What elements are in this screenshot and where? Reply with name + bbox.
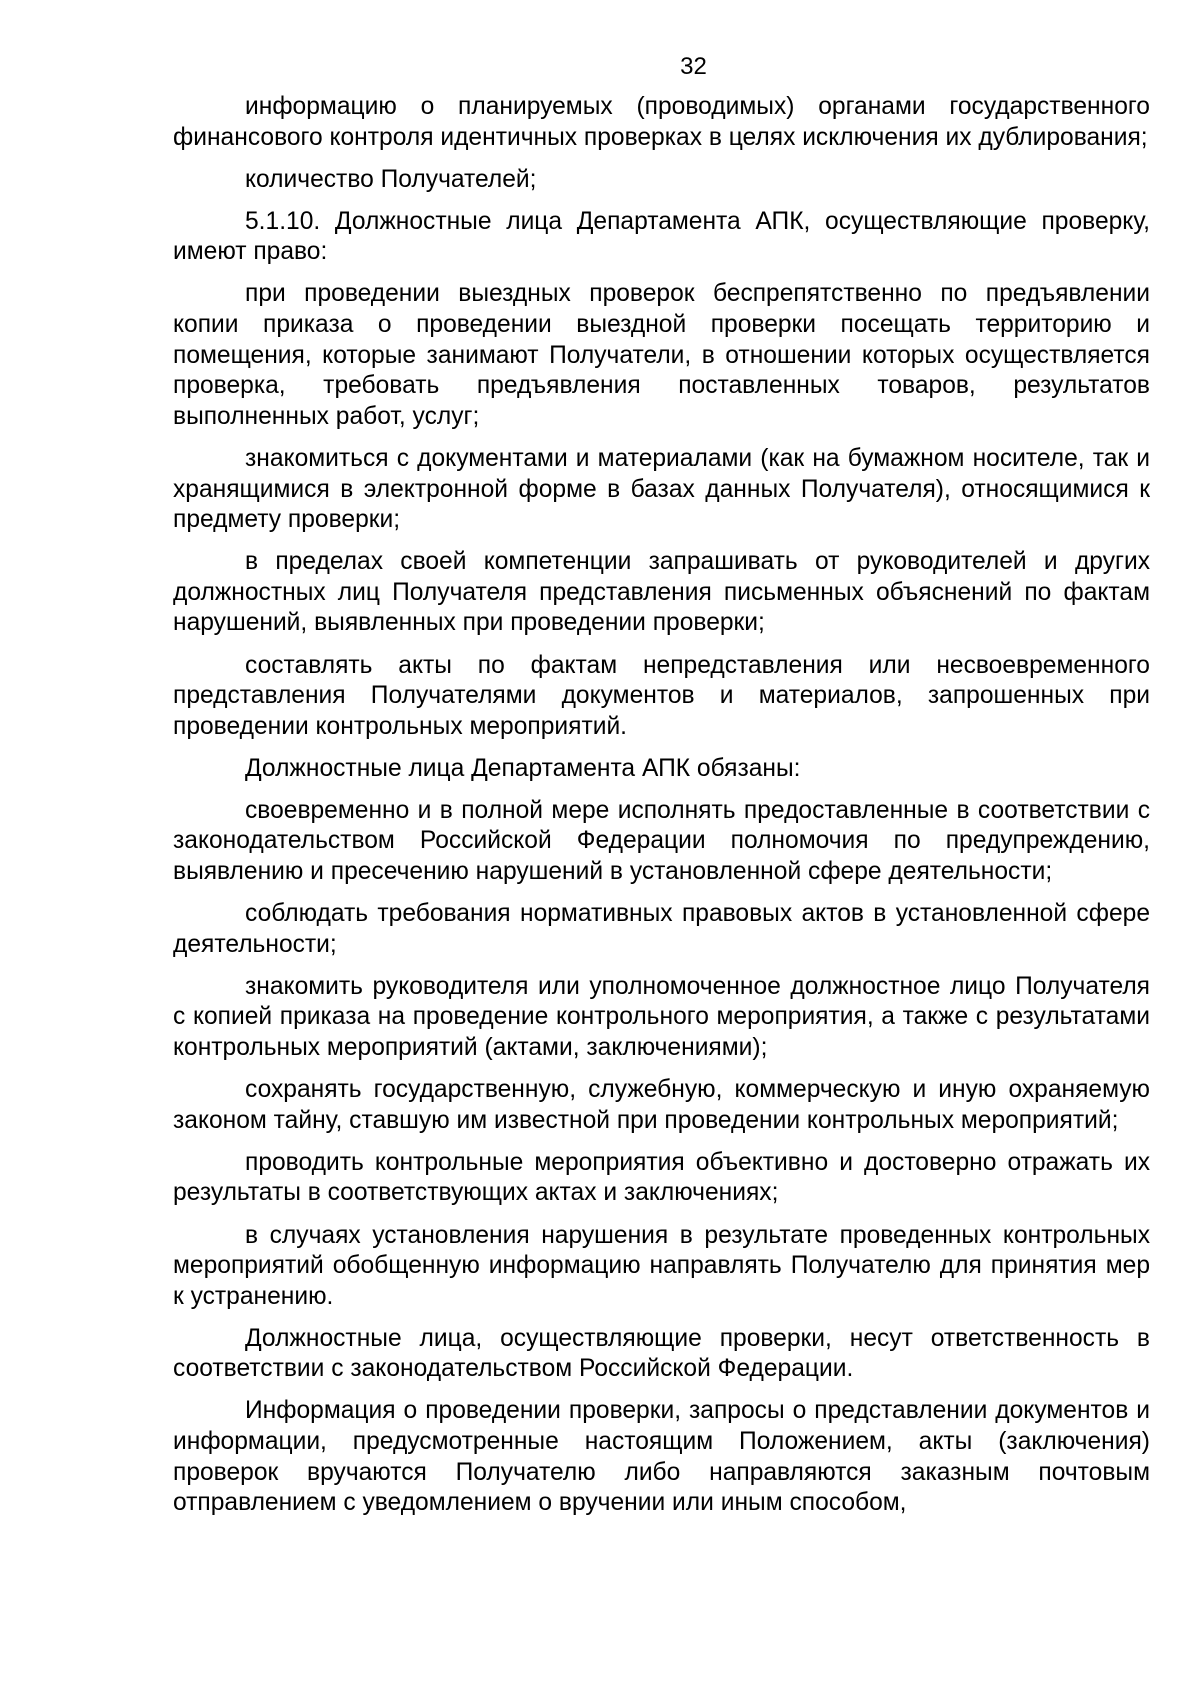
paragraph-duty-send-summary: в случаях установления нарушения в результате проведенных контрольных мероприятий обобщенную информацию направлять Получателю для принятия мер к устранению. (173, 1221, 1150, 1310)
paragraph-delivery-of-documents: Информация о проведении проверки, запросы о представлении документов и информации, предусмотренные настоящим Положением, акты (заключения) проверок вручаются Получателю либо направляются заказным почтовым отправлением с уведомлением о вручении или иным способом, (173, 1397, 1150, 1517)
paragraph-right-draw-acts: составлять акты по фактам непредставления или несвоевременного представления Получателями документов и материалов, запрошенных при проведении контрольных мероприятий. (173, 651, 1150, 740)
page-number: 32 (680, 53, 707, 80)
paragraph-duty-acquaint-head: знакомить руководителя или уполномоченное должностное лицо Получателя с копией приказа на проведение контрольного мероприятия, а также с результатами контрольных мероприятий (актами, заключениями); (173, 972, 1150, 1062)
paragraph-duty-comply-regulations: соблюдать требования нормативных правовых актов в установленной сфере деятельности; (173, 900, 1150, 958)
paragraph-officials-obliged: Должностные лица Департамента АПК обязаны: (245, 754, 801, 782)
paragraph-right-request-explanations: в пределах своей компетенции запрашивать от руководителей и других должностных лиц Получателя представления письменных объяснений по фактам нарушений, выявленных при проведении проверки; (173, 548, 1150, 637)
paragraph-clause-5-1-10: 5.1.10. Должностные лица Департамента АПК, осуществляющие проверку, имеют право: (173, 207, 1150, 266)
paragraph-duty-objective-control: проводить контрольные мероприятия объективно и достоверно отражать их результаты в соответствующих актах и заключениях; (173, 1148, 1150, 1207)
paragraph-duty-keep-secret: сохранять государственную, служебную, коммерческую и иную охраняемую законом тайну, ставшую им известной при проведении контрольных мероприятий; (173, 1076, 1150, 1134)
paragraph-duty-exercise-powers: своевременно и в полной мере исполнять предоставленные в соответствии с законодательством Российской Федерации полномочия по предупреждению, выявлению и пресечению нарушений в установленной сфере деятельности; (173, 796, 1150, 886)
paragraph-right-site-visits: при проведении выездных проверок беспрепятственно по предъявлении копии приказа о проведении выездной проверки посещать территорию и помещения, которые занимают Получатели, в отношении которых осуществляется проверка, требовать предъявления поставленных товаров, результатов выполненных работ, услуг; (173, 280, 1150, 430)
paragraph-duplicate-inspections: информацию о планируемых (проводимых) органами государственного финансового контроля идентичных проверках в целях исключения их дублирования; (173, 93, 1150, 151)
paragraph-right-review-documents: знакомиться с документами и материалами (как на бумажном носителе, так и хранящимися в электронной форме в базах данных Получателя), относящимися к предмету проверки; (173, 444, 1150, 534)
paragraph-recipients-count: количество Получателей; (245, 165, 537, 193)
paragraph-responsibility: Должностные лица, осуществляющие проверки, несут ответственность в соответствии с законодательством Российской Федерации. (173, 1324, 1150, 1383)
